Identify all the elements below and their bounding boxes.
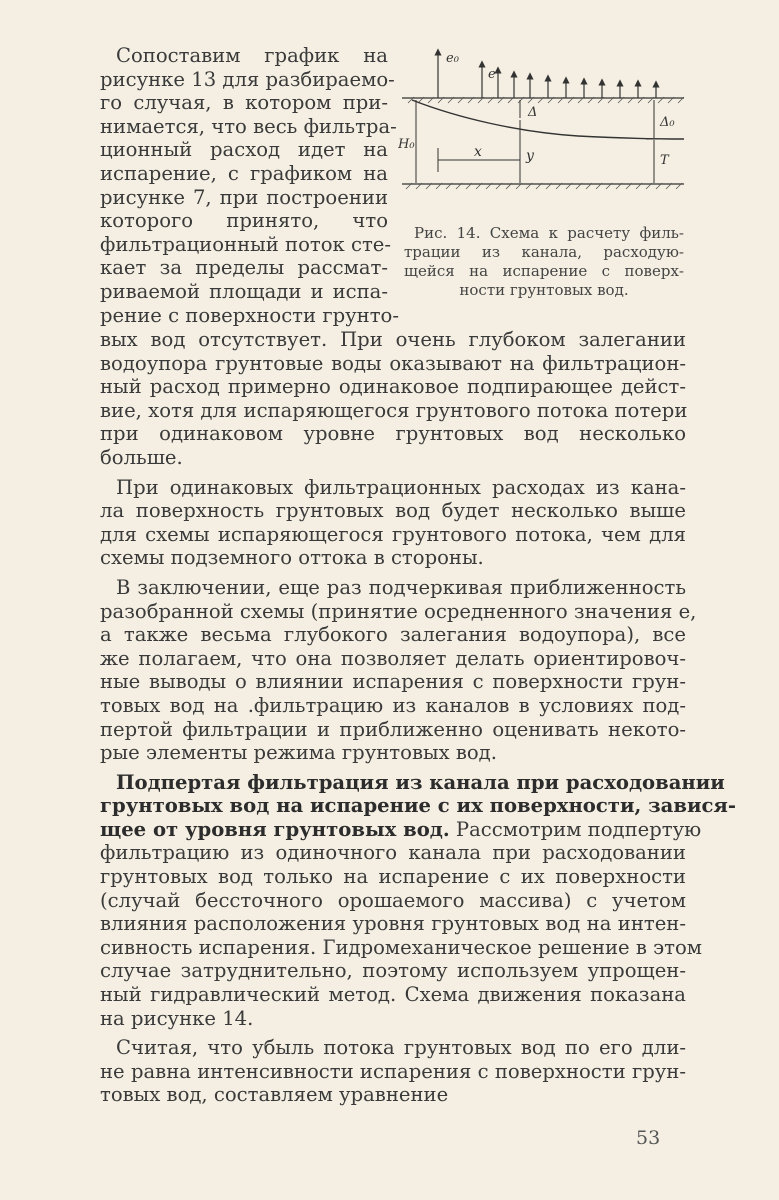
text-line: случае затруднительно, поэтому используем упрощен-	[100, 959, 686, 983]
label-x: x	[474, 144, 482, 160]
text-line: кает за пределы рассмат-	[100, 256, 388, 280]
text-line: нимается, что весь фильтра-	[100, 114, 397, 138]
text-line: рение с поверхности грунто-	[100, 303, 399, 327]
text-line: а также весьма глубокого залегания водоупора), все	[100, 623, 686, 647]
text-line: рые элементы режима грунтовых вод.	[100, 741, 497, 765]
text-line: вых вод отсутствует. При очень глубоком залегании	[100, 328, 686, 351]
section-heading-tail: щее от уровня грунтовых вод.	[100, 817, 450, 841]
text-line: В заключении, еще раз подчеркивая приближенность	[116, 575, 686, 599]
label-delta0: Δ₀	[660, 115, 675, 130]
page-number: 53	[636, 1127, 661, 1149]
text-line: схемы подземного оттока в стороны.	[100, 546, 484, 570]
text-line: при одинаковом уровне грунтовых вод несколько	[100, 422, 686, 446]
text-line: товых вод на .фильтрацию из каналов в условиях под-	[100, 693, 686, 717]
label-delta: Δ	[528, 105, 538, 120]
paragraph-1-continuation	[100, 328, 686, 470]
paragraph-5	[100, 1036, 686, 1107]
text-line: Сопоставим график на	[116, 44, 388, 67]
main-text	[100, 328, 737, 1107]
caption-line: Рис. 14. Схема к расчету филь-	[414, 224, 684, 242]
text-line: ный гидравлический метод. Схема движения показана	[100, 983, 686, 1007]
text-fragment: Рассмотрим подпертую	[455, 817, 702, 841]
text-line: сивность испарения. Гидромеханическое решение в этом	[100, 935, 702, 959]
text-line: вие, хотя для испаряющегося грунтового потока потери	[100, 398, 688, 422]
text-line: фильтрационный поток сте-	[100, 232, 392, 256]
text-line: же полагаем, что она позволяет делать ориентировоч-	[100, 646, 686, 670]
text-line: Считая, что убыль потока грунтовых вод по его дли-	[116, 1036, 686, 1060]
text-line: При одинаковых фильтрационных расходах из кана-	[116, 475, 686, 499]
text-line: ционный расход идет на	[100, 138, 388, 162]
text-line: больше.	[100, 445, 183, 469]
label-H0: H₀	[398, 137, 415, 152]
text-line: риваемой площади и испа-	[100, 279, 388, 303]
text-line: пертой фильтрации и приближенно оценивать некото-	[100, 717, 686, 741]
text-line: товых вод, составляем уравнение	[100, 1083, 449, 1107]
text-line: влияния расположения уровня грунтовых вод на интен-	[100, 912, 686, 936]
paragraph-4	[100, 770, 737, 1031]
text-line: ные выводы о влиянии испарения с поверхности грун-	[100, 670, 686, 694]
dimension-lines	[416, 100, 662, 183]
label-e: e	[488, 67, 496, 82]
text-line: ный расход примерно одинаковое подпирающее дейст-	[100, 375, 686, 399]
label-y: y	[526, 148, 534, 164]
label-e0: e₀	[446, 51, 459, 66]
caption-line: ности грунтовых вод.	[459, 281, 629, 299]
text-line: разобранной схемы (принятие осредненного значения е,	[100, 599, 697, 623]
text-line: рисунке 7, при построении	[100, 185, 388, 209]
text-line: фильтрацию из одиночного канала при расходовании	[100, 841, 686, 865]
evaporation-arrows	[438, 52, 656, 98]
text-line: не равна интенсивности испарения с поверхности грун-	[100, 1059, 686, 1083]
figure-14-diagram	[398, 40, 688, 190]
section-heading-line: Подпертая фильтрация из канала при расходовании	[116, 770, 725, 794]
text-line: грунтовых вод только на испарение с их поверхности	[100, 865, 686, 889]
text-line: ла поверхность грунтовых вод будет несколько выше	[100, 499, 686, 523]
text-line: го случая, в котором при-	[100, 91, 388, 115]
paragraph-2	[100, 476, 686, 570]
section-heading-line: грунтовых вод на испарение с их поверхности, завися-	[100, 794, 737, 818]
text-line: на рисунке 14.	[100, 1006, 254, 1030]
label-T: T	[660, 153, 669, 168]
text-line: испарение, с графиком на	[100, 161, 388, 185]
caption-line: щейся на испарение с поверх-	[404, 262, 684, 280]
figure-caption	[404, 224, 684, 300]
groundwater-curve	[412, 100, 684, 139]
wrapped-paragraph	[100, 44, 399, 327]
text-line: водоупора грунтовые воды оказывают на фильтрацион-	[100, 351, 686, 375]
text-line	[100, 817, 702, 842]
caption-line: трации из канала, расходую-	[404, 243, 684, 261]
text-line: которого принято, что	[100, 209, 388, 233]
text-line: (случай бессточного орошаемого массива) с учетом	[100, 888, 686, 912]
text-line: для схемы испаряющегося грунтового потока, чем для	[100, 522, 686, 546]
text-line: рисунке 13 для разбираемо-	[100, 67, 395, 91]
paragraph-3	[100, 575, 697, 765]
filtration-scheme-diagram	[398, 40, 688, 190]
